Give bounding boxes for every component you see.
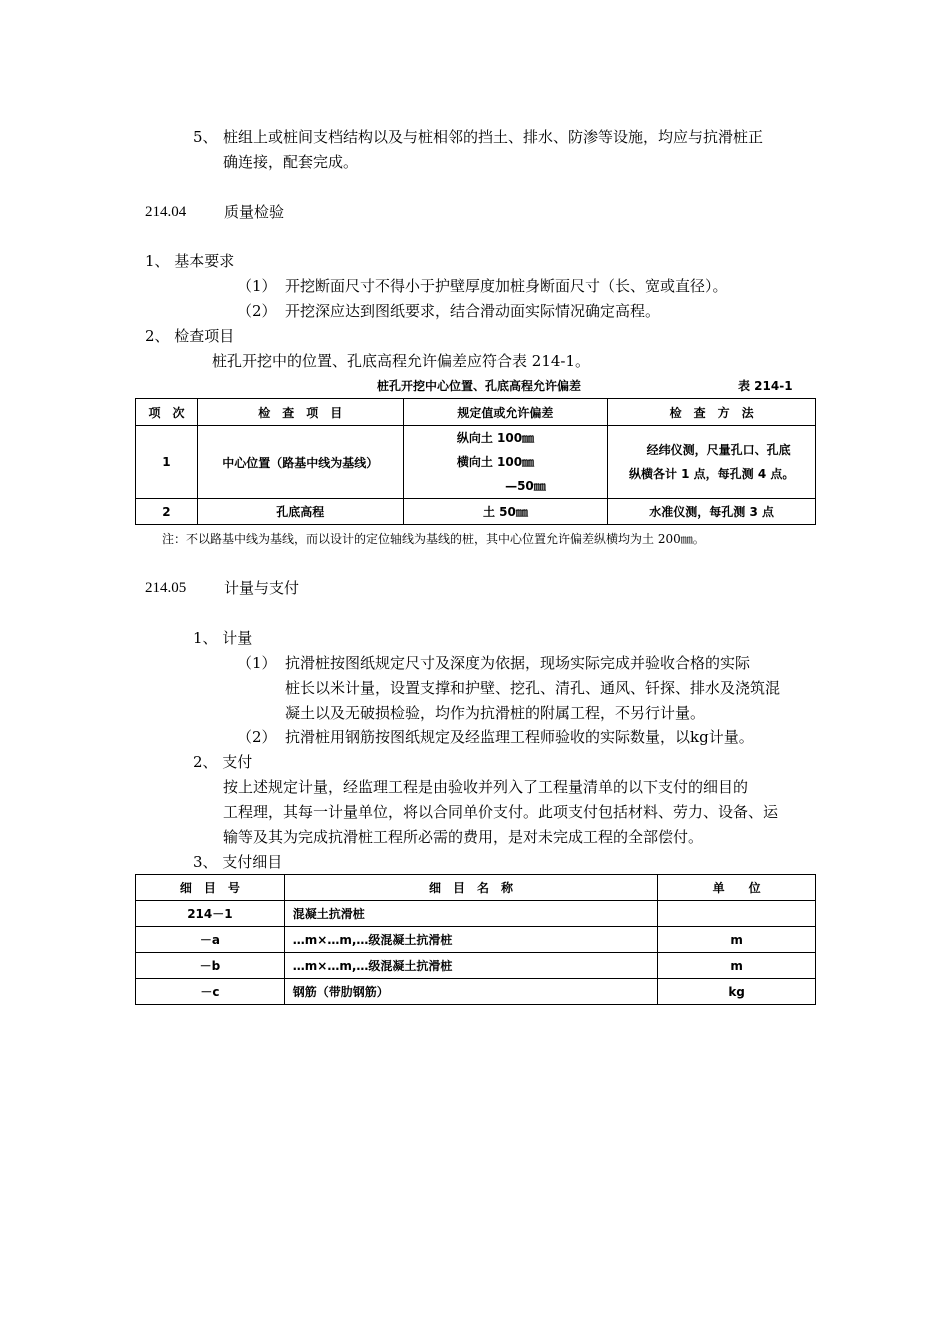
section-214-05-number: 214.05 [145, 580, 187, 596]
table1-header-item: 检 查 项 目 [197, 399, 403, 426]
table1-row2-no: 2 [136, 499, 198, 525]
check-items-intro: 桩孔开挖中的位置、孔底高程允许偏差应符合表 214-1。 [212, 352, 591, 370]
table2-row2-unit: m [658, 927, 816, 953]
table2-row4-name: 钢筋（带肋钢筋） [284, 979, 657, 1005]
section-214-04-title: 质量检验 [224, 203, 285, 221]
table2-header-code: 细 目 号 [136, 875, 285, 901]
table1-row1-tolerance [403, 426, 608, 499]
table1-row2-method: 水准仪测，每孔测 3 点 [608, 499, 816, 525]
section-214-04-number: 214.04 [145, 204, 187, 220]
payment-heading: 2、 支付 [193, 753, 253, 771]
method-line1: 经纬仪测，尺量孔口、孔底 [646, 443, 791, 457]
measure-item-1-line2: 桩长以米计量，设置支撑和护壁、挖孔、清孔、通风、钎探、排水及浇筑混 [285, 679, 781, 697]
table2-row3-code: －b [136, 953, 285, 979]
table2-row1-unit [658, 901, 816, 927]
table2-row3-unit: m [658, 953, 816, 979]
table1-number: 表 214-1 [738, 379, 793, 393]
table2-row4-unit: kg [658, 979, 816, 1005]
table1-header-tolerance: 规定值或允许偏差 [403, 399, 608, 426]
tolerance-longitudinal: 纵向土 100㎜ [456, 431, 535, 445]
table-row [136, 927, 816, 953]
payment-items-table [135, 874, 816, 1005]
item5-line2: 确连接，配套完成。 [223, 153, 359, 171]
table2-row1-name: 混凝土抗滑桩 [284, 901, 657, 927]
payment-line2: 工程理，其每一计量单位，将以合同单价支付。此项支付包括材料、劳力、设备、运 [223, 803, 779, 821]
table2-row3-name: …m×…m,…级混凝土抗滑桩 [284, 953, 657, 979]
measure-item-2-number: （2） [237, 728, 277, 746]
table1-header-row [136, 399, 816, 426]
table-row [136, 426, 816, 499]
table2-header-name: 细 目 名 称 [284, 875, 657, 901]
table-row [136, 499, 816, 525]
table2-row2-name: …m×…m,…级混凝土抗滑桩 [284, 927, 657, 953]
basic-item-2-text: 开挖深应达到图纸要求，结合滑动面实际情况确定高程。 [285, 302, 661, 320]
table1-row1-no: 1 [136, 426, 198, 499]
table1-row1-item: 中心位置（路基中线为基线） [197, 426, 403, 499]
table2-row1-code: 214－1 [136, 901, 285, 927]
table-row [136, 979, 816, 1005]
item5-line1: 桩组上或桩间支档结构以及与桩相邻的挡土、排水、防渗等设施，均应与抗滑桩正 [223, 128, 764, 146]
payment-line3: 输等及其为完成抗滑桩工程所必需的费用，是对未完成工程的全部偿付。 [223, 828, 704, 846]
tolerance-table [135, 398, 816, 525]
basic-item-1-text: 开挖断面尺寸不得小于护壁厚度加桩身断面尺寸（长、宽或直径）。 [285, 277, 728, 295]
payment-details-heading: 3、 支付细目 [193, 853, 283, 871]
table1-header-no: 项 次 [136, 399, 198, 426]
tolerance-negative: —50㎜ [505, 479, 546, 493]
table1-note: 注：不以路基中线为基线，而以设计的定位轴线为基线的桩，其中心位置允许偏差纵横均为土 200㎜。 [162, 532, 705, 546]
method-line2: 纵横各计 1 点，每孔测 4 点。 [628, 467, 795, 481]
basic-requirements-heading: 1、 基本要求 [145, 252, 235, 270]
check-items-heading: 2、 检查项目 [145, 327, 235, 345]
basic-item-1-number: （1） [237, 277, 277, 295]
table1-row1-method [608, 426, 816, 499]
basic-item-2-number: （2） [237, 302, 277, 320]
table1-caption: 桩孔开挖中心位置、孔底高程允许偏差 [377, 379, 582, 393]
table-row [136, 901, 816, 927]
table1-row2-tolerance: 土 50㎜ [403, 499, 608, 525]
table-row [136, 953, 816, 979]
table2-row4-code: －c [136, 979, 285, 1005]
measure-item-1-number: （1） [237, 654, 277, 672]
table1-header-method: 检 查 方 法 [608, 399, 816, 426]
tolerance-transverse: 横向土 100㎜ [456, 455, 535, 469]
measurement-heading: 1、 计量 [193, 629, 253, 647]
measure-item-1-line3: 凝土以及无破损检验，均作为抗滑桩的附属工程，不另行计量。 [285, 704, 706, 722]
table1-row2-item: 孔底高程 [197, 499, 403, 525]
table2-header-unit: 单 位 [658, 875, 816, 901]
table2-row2-code: －a [136, 927, 285, 953]
measure-item-2-line1: 抗滑桩用钢筋按图纸规定及经监理工程师验收的实际数量，以kg计量。 [285, 728, 754, 746]
payment-line1: 按上述规定计量，经监理工程是由验收并列入了工程量清单的以下支付的细目的 [223, 778, 749, 796]
section-214-05-title: 计量与支付 [224, 579, 300, 597]
table2-header-row [136, 875, 816, 901]
measure-item-1-line1: 抗滑桩按图纸规定尺寸及深度为依据，现场实际完成并验收合格的实际 [285, 654, 751, 672]
item5-number: 5、 [193, 128, 218, 146]
